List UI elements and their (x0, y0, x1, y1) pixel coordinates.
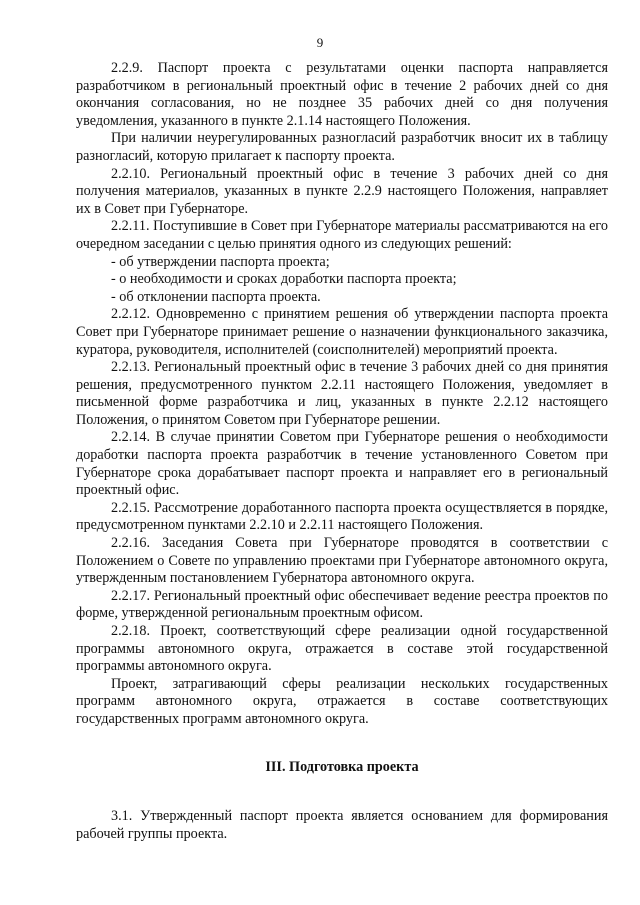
decision-item-revise: - о необходимости и сроках доработки паспорта проекта; (111, 271, 457, 288)
paragraph-2-2-15: 2.2.15. Рассмотрение доработанного паспорта проекта осуществляется в порядке, предусмотренном пунктами 2.2.10 и 2.2.11 настоящего Положения. (76, 499, 608, 534)
decision-item-approve: - об утверждении паспорта проекта; (111, 253, 330, 270)
paragraph-2-2-18: 2.2.18. Проект, соответствующий сфере реализации одной государственной программы автономного округа, отражается в составе этой государственной программы автономного округа. (76, 623, 608, 675)
document-body (76, 60, 608, 843)
paragraph-2-2-12: 2.2.12. Одновременно с принятием решения об утверждении паспорта проекта Совет при Губернаторе принимает решение о назначении функционального заказчика, куратора, руководителя, исполнителей (соисполнителей) мероприятий проекта. (76, 306, 608, 358)
decision-item-reject: - об отклонении паспорта проекта. (111, 288, 321, 305)
paragraph-2-2-10: 2.2.10. Региональный проектный офис в течение 3 рабочих дней со дня получения материалов, указанных в пункте 2.2.9 настоящего Положения, направляет их в Совет при Губернаторе. (76, 165, 608, 217)
section-heading: III. Подготовка проекта (265, 758, 419, 775)
paragraph-2-2-13: 2.2.13. Региональный проектный офис в течение 3 рабочих дней со дня принятия решения, предусмотренного пунктом 2.2.11 настоящего Положения, уведомляет в письменной форме разработчика и лиц, указанных в пункте 2.2.12 настоящего Положения, о принятом Советом при Губернаторе решении. (76, 359, 608, 428)
paragraph-disagreements: При наличии неурегулированных разногласий разработчик вносит их в таблицу разногласий, которую прилагает к паспорту проекта. (76, 130, 608, 164)
paragraph-multiple-programs: Проект, затрагивающий сферы реализации нескольких государственных программ автономного округа, отражается в составе соответствующих государственных программ автономного округа. (76, 675, 608, 727)
paragraph-2-2-16: 2.2.16. Заседания Совета при Губернаторе проводятся в соответствии с Положением о Совете по управлению проектами при Губернаторе автономного округа, утвержденным постановлением Губернатора автономного округа. (76, 535, 608, 587)
paragraph-2-2-17: 2.2.17. Региональный проектный офис обеспечивает ведение реестра проектов по форме, утвержденной региональным проектным офисом. (76, 587, 608, 622)
paragraph-2-2-11: 2.2.11. Поступившие в Совет при Губернаторе материалы рассматриваются на его очередном заседании с целью принятия одного из следующих решений: (76, 218, 608, 252)
paragraph-3-1: 3.1. Утвержденный паспорт проекта является основанием для формирования рабочей группы проекта. (76, 808, 608, 842)
paragraph-2-2-9: 2.2.9. Паспорт проекта с результатами оценки паспорта направляется разработчиком в региональный проектный офис в течение 2 рабочих дней со дня окончания согласования, но не позднее 35 рабочих дней со дня получения уведомления, указанного в пункте 2.1.14 настоящего Положения. (76, 60, 608, 129)
paragraph-2-2-14: 2.2.14. В случае принятии Советом при Губернаторе решения о необходимости доработки паспорта проекта разработчик в течение установленного Советом при Губернаторе срока дорабатывает паспорт проекта и направляет его в региональный проектный офис. (76, 429, 608, 499)
page-number: 9 (316, 35, 324, 50)
